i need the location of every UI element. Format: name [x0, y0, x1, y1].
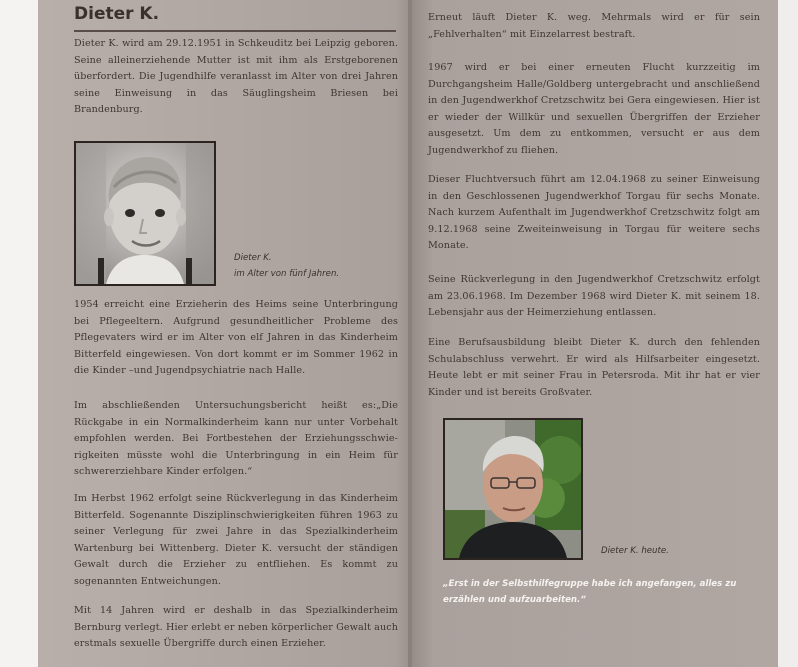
page-title: Dieter K.: [74, 4, 160, 24]
childhood-photo: [74, 141, 216, 286]
paragraph-bernburg: Mit 14 Jahren wird er deshalb in das Spezialkinderheim Bernburg verlegt. Hier erlebt er neben körperlicher Gewalt auch erstmals sexuelle Übergriffe durch einen Erzieher.: [74, 605, 398, 650]
paragraph-release: Seine Rückverlegung in den Jugendwerkhof Cretzschwitz erfolgt am 23.06.1968. Im Dezember 1968 wird Dieter K. mit seinem 18. Lebensjahr aus der Heimerziehung entlassen.: [428, 274, 760, 319]
paragraph-torgau: Dieser Fluchtversuch führt am 12.04.1968 zu seiner Einweisung in den Geschlossenen Jugendwerkhof Torgau für sechs Monate. Nach kurzem Aufenthalt im Jugendwerkhof Cretzschwitz folgt am 9.12.1968 seine Zweiteinweisung in Torgau für weitere sechs Monate.: [428, 174, 760, 252]
background-left: [0, 0, 38, 667]
caption-age: im Alter von fünf Jahren.: [234, 269, 340, 279]
right-page: [412, 0, 778, 667]
paragraph-escape: Erneut läuft Dieter K. weg. Mehrmals wird er für sein „Fehlverhalten“ mit Einzelarrest bestraft.: [428, 12, 760, 40]
present-photo-caption: Dieter K. heute.: [601, 546, 669, 556]
paragraph-foster: 1954 erreicht eine Erzieherin des Heims seine Unterbringung bei Pflegeeltern. Aufgrund gesundheitlicher Probleme des Pflegevaters wird er im Alter von elf Jahren in das Kinderheim Bitterfeld eingewiesen. Von dort kommt er im Sommer 1962 in die Kinder –und Jugendpsychiatrie nach Halle.: [74, 299, 398, 377]
paragraph-birth: Dieter K. wird am 29.12.1951 in Schkeuditz bei Leipzig geboren. Seine alleinerziehende Mutter ist mit ihm als Erstgeborenen überfordert. Die Jugendhilfe veranlasst im Alter von drei Jahren seine Einweisung in das Säuglingsheim Briesen bei Brandenburg.: [74, 38, 398, 116]
quote-text: „Erst in der Selbsthilfegruppe habe ich angefangen, alles zu erzählen und aufzuarbeiten.“: [443, 579, 737, 605]
paragraph-bitterfeld: Im Herbst 1962 erfolgt seine Rückverlegung in das Kinderheim Bitterfeld. Sogenannte Disziplinschwierigkeiten führen 1963 zu seiner Verlegung für zwei Jahre in das Spezialkinderheim Wartenburg bei Wittenberg. Dieter K. versucht der ständigen Gewalt durch die Erzieher zu entfliehen. Es kommt zu sogenannten Entweichungen.: [74, 493, 398, 587]
left-page: [38, 0, 410, 667]
adult-portrait-image: [445, 420, 581, 558]
background-right: [778, 0, 798, 667]
child-photo-caption: [234, 250, 394, 282]
paragraph-today: Eine Berufsausbildung bleibt Dieter K. durch den fehlenden Schulabschluss verwehrt. Er wird als Hilfsarbeiter eingesetzt. Heute lebt er mit seiner Frau in Petersroda. Mit ihr hat er vier Kinder und ist bereits Großvater.: [428, 337, 760, 398]
present-photo: [443, 418, 583, 560]
paragraph-1967: 1967 wird er bei einer erneuten Flucht kurzzeitig im Durchgangsheim Halle/Goldberg untergebracht und anschließend in den Jugendwerkhof Cretzschwitz bei Gera eingewiesen. Hier ist er wieder der Willkür und sexuellen Übergriffen der Erzieher ausgesetzt. Um dem zu entkommen, versucht er aus dem Jugendwerkhof zu fliehen.: [428, 62, 760, 156]
caption-name: Dieter K.: [234, 253, 272, 263]
paragraph-report: Im abschließenden Untersuchungsbericht heißt es:„Die Rückgabe in ein Normalkinderheim kann nur unter Vorbehalt empfohlen werden. Bei Fortbestehen der Erziehungsschwie-rigkeiten müsste wohl die Unterbringung in ein Heim für schwererziehbare Kinder erfolgen.“: [74, 400, 398, 478]
child-portrait-image: [76, 143, 214, 284]
title-underline: [74, 30, 396, 32]
